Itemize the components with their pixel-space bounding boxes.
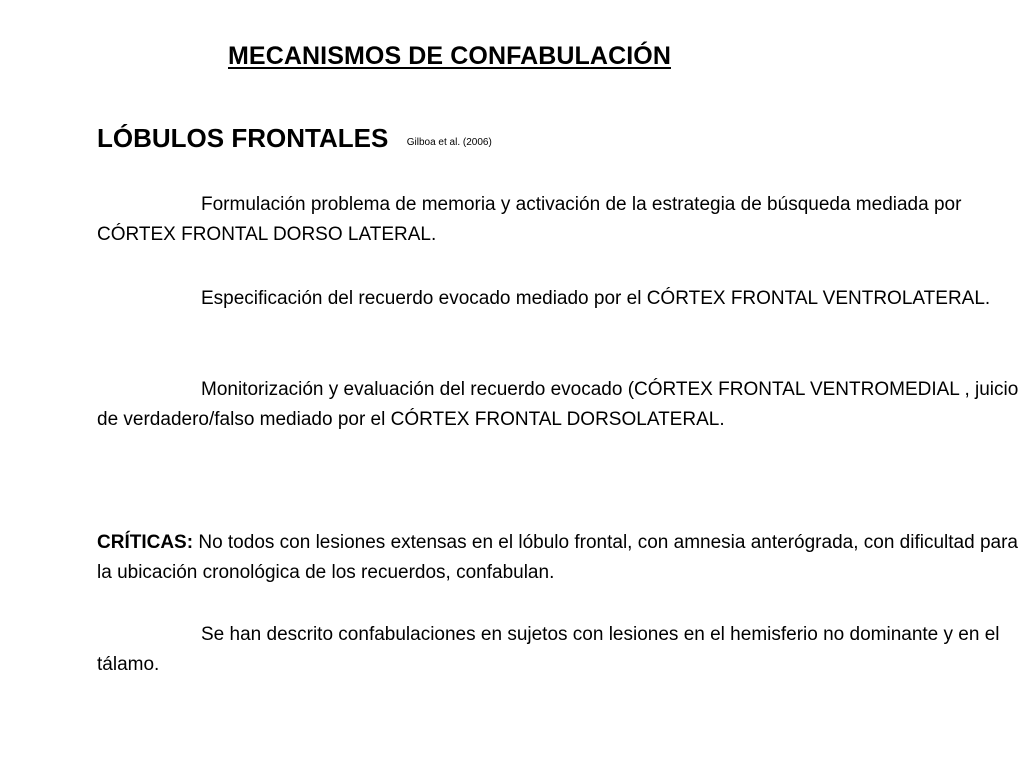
paragraph-monitoring — [97, 375, 1022, 435]
paragraph-formulation-text: Formulación problema de memoria y activación de la estrategia de búsqueda mediada por CÓRTEX FRONTAL DORSO LATERAL. — [97, 194, 962, 245]
paragraph-final — [97, 620, 1022, 680]
criticas-label: CRÍTICAS: — [97, 532, 194, 553]
paragraph-final-text: Se han descrito confabulaciones en sujetos con lesiones en el hemisferio no dominante y en el tálamo. — [97, 624, 1000, 675]
paragraph-specification-text: Especificación del recuerdo evocado mediado por el CÓRTEX FRONTAL VENTROLATERAL. — [201, 288, 991, 309]
citation: Gilboa et al. (2006) — [406, 137, 492, 148]
section-heading-line — [97, 123, 492, 154]
slide-title: MECANISMOS DE CONFABULACIÓN — [228, 42, 671, 70]
paragraph-criticas — [97, 528, 1022, 588]
paragraph-specification — [97, 284, 1022, 314]
criticas-text: No todos con lesiones extensas en el lóbulo frontal, con amnesia anterógrada, con dificultad para la ubicación cronológica de los recuerdos, confabulan. — [97, 532, 1018, 583]
paragraph-formulation — [97, 190, 1022, 250]
paragraph-monitoring-text: Monitorización y evaluación del recuerdo evocado (CÓRTEX FRONTAL VENTROMEDIAL , juicio de verdadero/falso mediado por el CÓRTEX FRONTAL DORSOLATERAL. — [97, 379, 1019, 430]
section-heading: LÓBULOS FRONTALES — [97, 123, 389, 153]
